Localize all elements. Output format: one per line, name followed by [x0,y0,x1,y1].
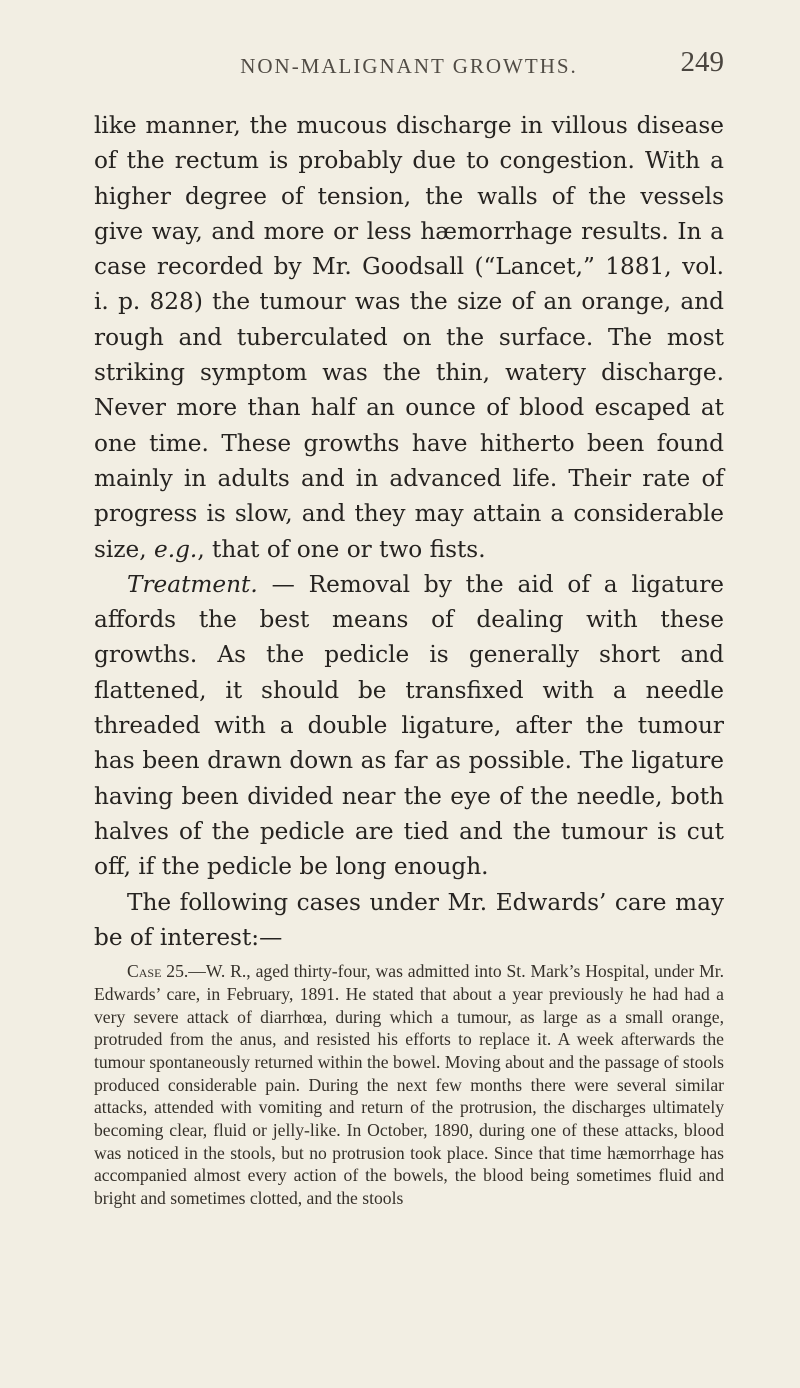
eg-abbreviation: e.g. [154,535,198,563]
page-number: 249 [680,46,724,78]
case-25-text: —W. R., aged thirty-four, was admitted into St. Mark’s Hospital, under Mr. Edwards’ care, in February, 1891. He stated that about a year previously he had had a very severe attack of diarrhœa, during which a tumour, as large as a small orange, protruded from the anus, and resisted his efforts to replace it. A week afterwards the tumour spontaneously returned within the bowel. Moving about and the passage of stools produced considerable pain. During the next few months there were several similar attacks, attended with vomiting and return of the protrusion, the discharges ultimately becoming clear, fluid or jelly-like. In October, 1890, during one of these attacks, blood was noticed in the stools, but no protrusion took place. Since that time hæmorrhage has accompanied almost every action of the bowels, the blood being sometimes fluid and bright and sometimes clotted, and the stools [94,961,724,1209]
treatment-text: — Removal by the aid of a ligature affords the best means of dealing with these growths. As the pedicle is generally short and flattened, it should be transfixed with a needle threaded with a double ligature, after the tumour has been drawn down as far as possible. The ligature having been divided near the eye of the needle, both halves of the pedicle are tied and the tumour is cut off, if the pedicle be long enough. [94,570,724,881]
running-head-title: NON-MALIGNANT GROWTHS. [240,54,578,78]
running-head [94,28,724,84]
case-report [94,960,724,1210]
paragraph-cases-intro: The following cases under Mr. Edwards’ care may be of interest:— [94,888,724,951]
case-25-label: Case 25. [127,961,189,982]
case-25-paragraph [94,960,724,1210]
paragraph-villous-discharge [94,108,724,567]
treatment-heading: Treatment. [127,570,258,598]
paragraph-1-text: like manner, the mucous discharge in villous disease of the rectum is probably due to congestion. With a higher degree of tension, the walls of the vessels give way, and more or less hæmorrhage results. In a case recorded by Mr. Goodsall (“Lancet,” 1881, vol. i. p. 828) the tumour was the size of an orange, and rough and tuberculated on the surface. The most striking symptom was the thin, watery discharge. Never more than half an ounce of blood escaped at one time. These growths have hitherto been found mainly in adults and in advanced life. Their rate of progress is slow, and they may attain a considerable size, [94,112,724,563]
paragraph-1-end: , that of one or two fists. [197,535,486,563]
paragraph-treatment [94,567,724,885]
body-text [94,108,724,955]
